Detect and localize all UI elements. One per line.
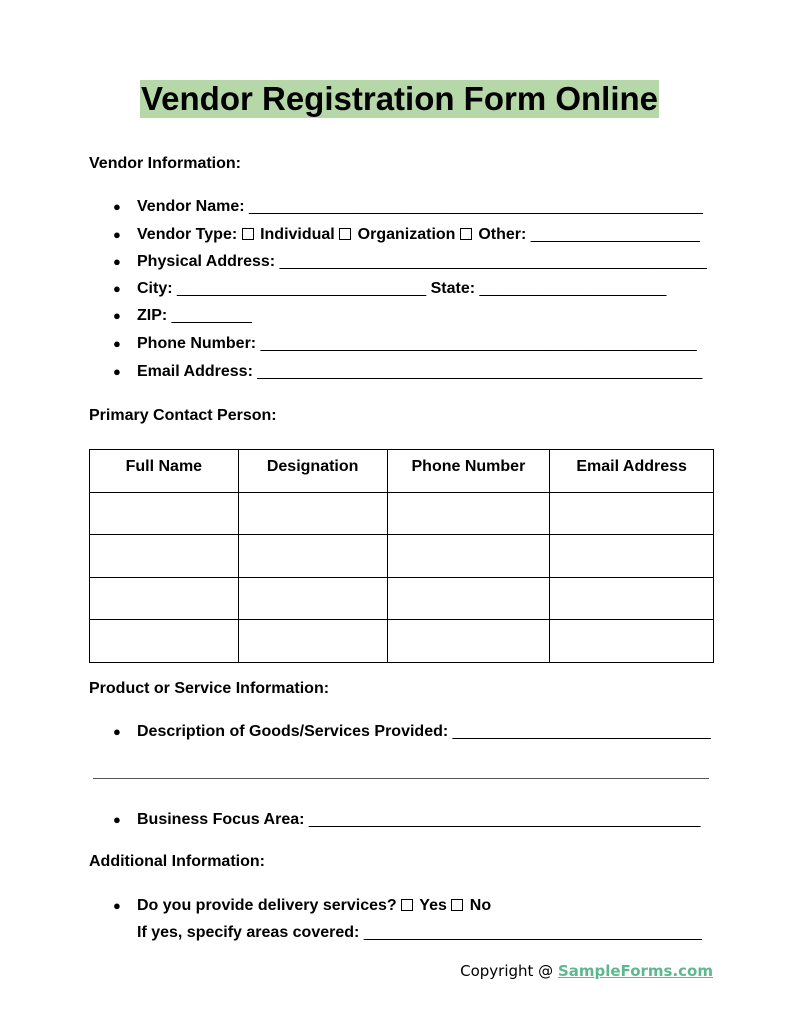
- table-cell[interactable]: [238, 620, 387, 663]
- bullet-icon: ●: [113, 724, 121, 739]
- list-item: [89, 896, 719, 916]
- bullet-icon: ●: [113, 812, 121, 827]
- copyright: [460, 962, 713, 980]
- list-item: [89, 810, 719, 830]
- table-row: [90, 620, 714, 663]
- list-item: [89, 197, 719, 217]
- table-cell[interactable]: [90, 620, 239, 663]
- city-label: City:: [137, 280, 173, 297]
- page-title: Vendor Registration Form Online: [140, 80, 659, 117]
- column-header: Email Address: [550, 450, 714, 493]
- state-field[interactable]: _____________________: [479, 280, 667, 297]
- table-cell[interactable]: [550, 577, 714, 620]
- table-cell[interactable]: [90, 535, 239, 578]
- column-header: Designation: [238, 450, 387, 493]
- focus-area-field[interactable]: ____________________________________________: [308, 811, 701, 828]
- table-cell[interactable]: [387, 492, 550, 535]
- table-cell[interactable]: [387, 620, 550, 663]
- table-cell[interactable]: [238, 577, 387, 620]
- table-cell[interactable]: [550, 492, 714, 535]
- vendor-name-label: Vendor Name:: [137, 198, 245, 215]
- table-cell[interactable]: [550, 535, 714, 578]
- table-cell[interactable]: [238, 492, 387, 535]
- list-item: [89, 362, 719, 382]
- other-checkbox[interactable]: [460, 228, 472, 240]
- table-row: [90, 535, 714, 578]
- list-item: [89, 334, 719, 354]
- phone-label: Phone Number:: [137, 335, 257, 352]
- product-list-2: [89, 810, 719, 830]
- focus-area-label: Business Focus Area:: [137, 811, 305, 828]
- list-item: [89, 923, 719, 943]
- email-field[interactable]: __________________________________________________: [257, 363, 703, 380]
- table-cell[interactable]: [387, 535, 550, 578]
- brand-link[interactable]: SampleForms.com: [557, 962, 713, 980]
- other-label: Other:: [478, 226, 527, 243]
- email-label: Email Address:: [137, 363, 253, 380]
- bullet-icon: ●: [113, 227, 121, 242]
- list-item: [89, 722, 719, 742]
- zip-field[interactable]: _________: [171, 307, 252, 324]
- organization-label: Organization: [357, 226, 456, 243]
- list-item: [89, 306, 719, 326]
- table-cell[interactable]: [90, 577, 239, 620]
- table-cell[interactable]: [550, 620, 714, 663]
- product-heading: Product or Service Information:: [89, 680, 330, 697]
- other-field[interactable]: ___________________: [530, 226, 700, 243]
- individual-label: Individual: [260, 226, 335, 243]
- table-row: [90, 577, 714, 620]
- zip-label: ZIP:: [137, 307, 168, 324]
- state-label: State:: [430, 280, 476, 297]
- table-cell[interactable]: [387, 577, 550, 620]
- description-label: Description of Goods/Services Provided:: [137, 723, 449, 740]
- no-label: No: [469, 897, 492, 914]
- contact-heading: Primary Contact Person:: [89, 407, 277, 424]
- vendor-info-list: [89, 197, 719, 382]
- bullet-icon: ●: [113, 898, 121, 913]
- areas-label: If yes, specify areas covered:: [137, 924, 360, 941]
- contact-table: [89, 449, 714, 663]
- column-header: Full Name: [90, 450, 239, 493]
- table-header-row: [90, 450, 714, 493]
- individual-checkbox[interactable]: [242, 228, 254, 240]
- city-field[interactable]: ____________________________: [177, 280, 427, 297]
- areas-field[interactable]: ______________________________________: [363, 924, 702, 941]
- additional-heading: Additional Information:: [89, 853, 265, 870]
- title-wrap: [0, 80, 799, 118]
- yes-checkbox[interactable]: [401, 899, 413, 911]
- description-continuation-line[interactable]: [93, 778, 709, 779]
- vendor-name-field[interactable]: ___________________________________________________: [249, 198, 703, 215]
- vendor-info-heading: Vendor Information:: [89, 155, 241, 172]
- list-item: [89, 225, 719, 245]
- bullet-icon: ●: [113, 308, 121, 323]
- product-list: [89, 722, 719, 742]
- table-row: [90, 492, 714, 535]
- bullet-icon: ●: [113, 281, 121, 296]
- bullet-icon: ●: [113, 254, 121, 269]
- vendor-type-label: Vendor Type:: [137, 226, 238, 243]
- bullet-icon: ●: [113, 199, 121, 214]
- address-label: Physical Address:: [137, 253, 276, 270]
- phone-field[interactable]: _________________________________________________: [260, 335, 697, 352]
- address-field[interactable]: ________________________________________________: [279, 253, 707, 270]
- bullet-icon: ●: [113, 364, 121, 379]
- list-item: [89, 252, 719, 272]
- additional-list: [89, 896, 719, 943]
- copyright-text: Copyright @: [460, 962, 554, 980]
- column-header: Phone Number: [387, 450, 550, 493]
- organization-checkbox[interactable]: [339, 228, 351, 240]
- delivery-label: Do you provide delivery services?: [137, 897, 397, 914]
- yes-label: Yes: [419, 897, 447, 914]
- list-item: [89, 279, 719, 299]
- table-cell[interactable]: [238, 535, 387, 578]
- no-checkbox[interactable]: [451, 899, 463, 911]
- bullet-icon: ●: [113, 336, 121, 351]
- description-field[interactable]: _____________________________: [452, 723, 711, 740]
- table-cell[interactable]: [90, 492, 239, 535]
